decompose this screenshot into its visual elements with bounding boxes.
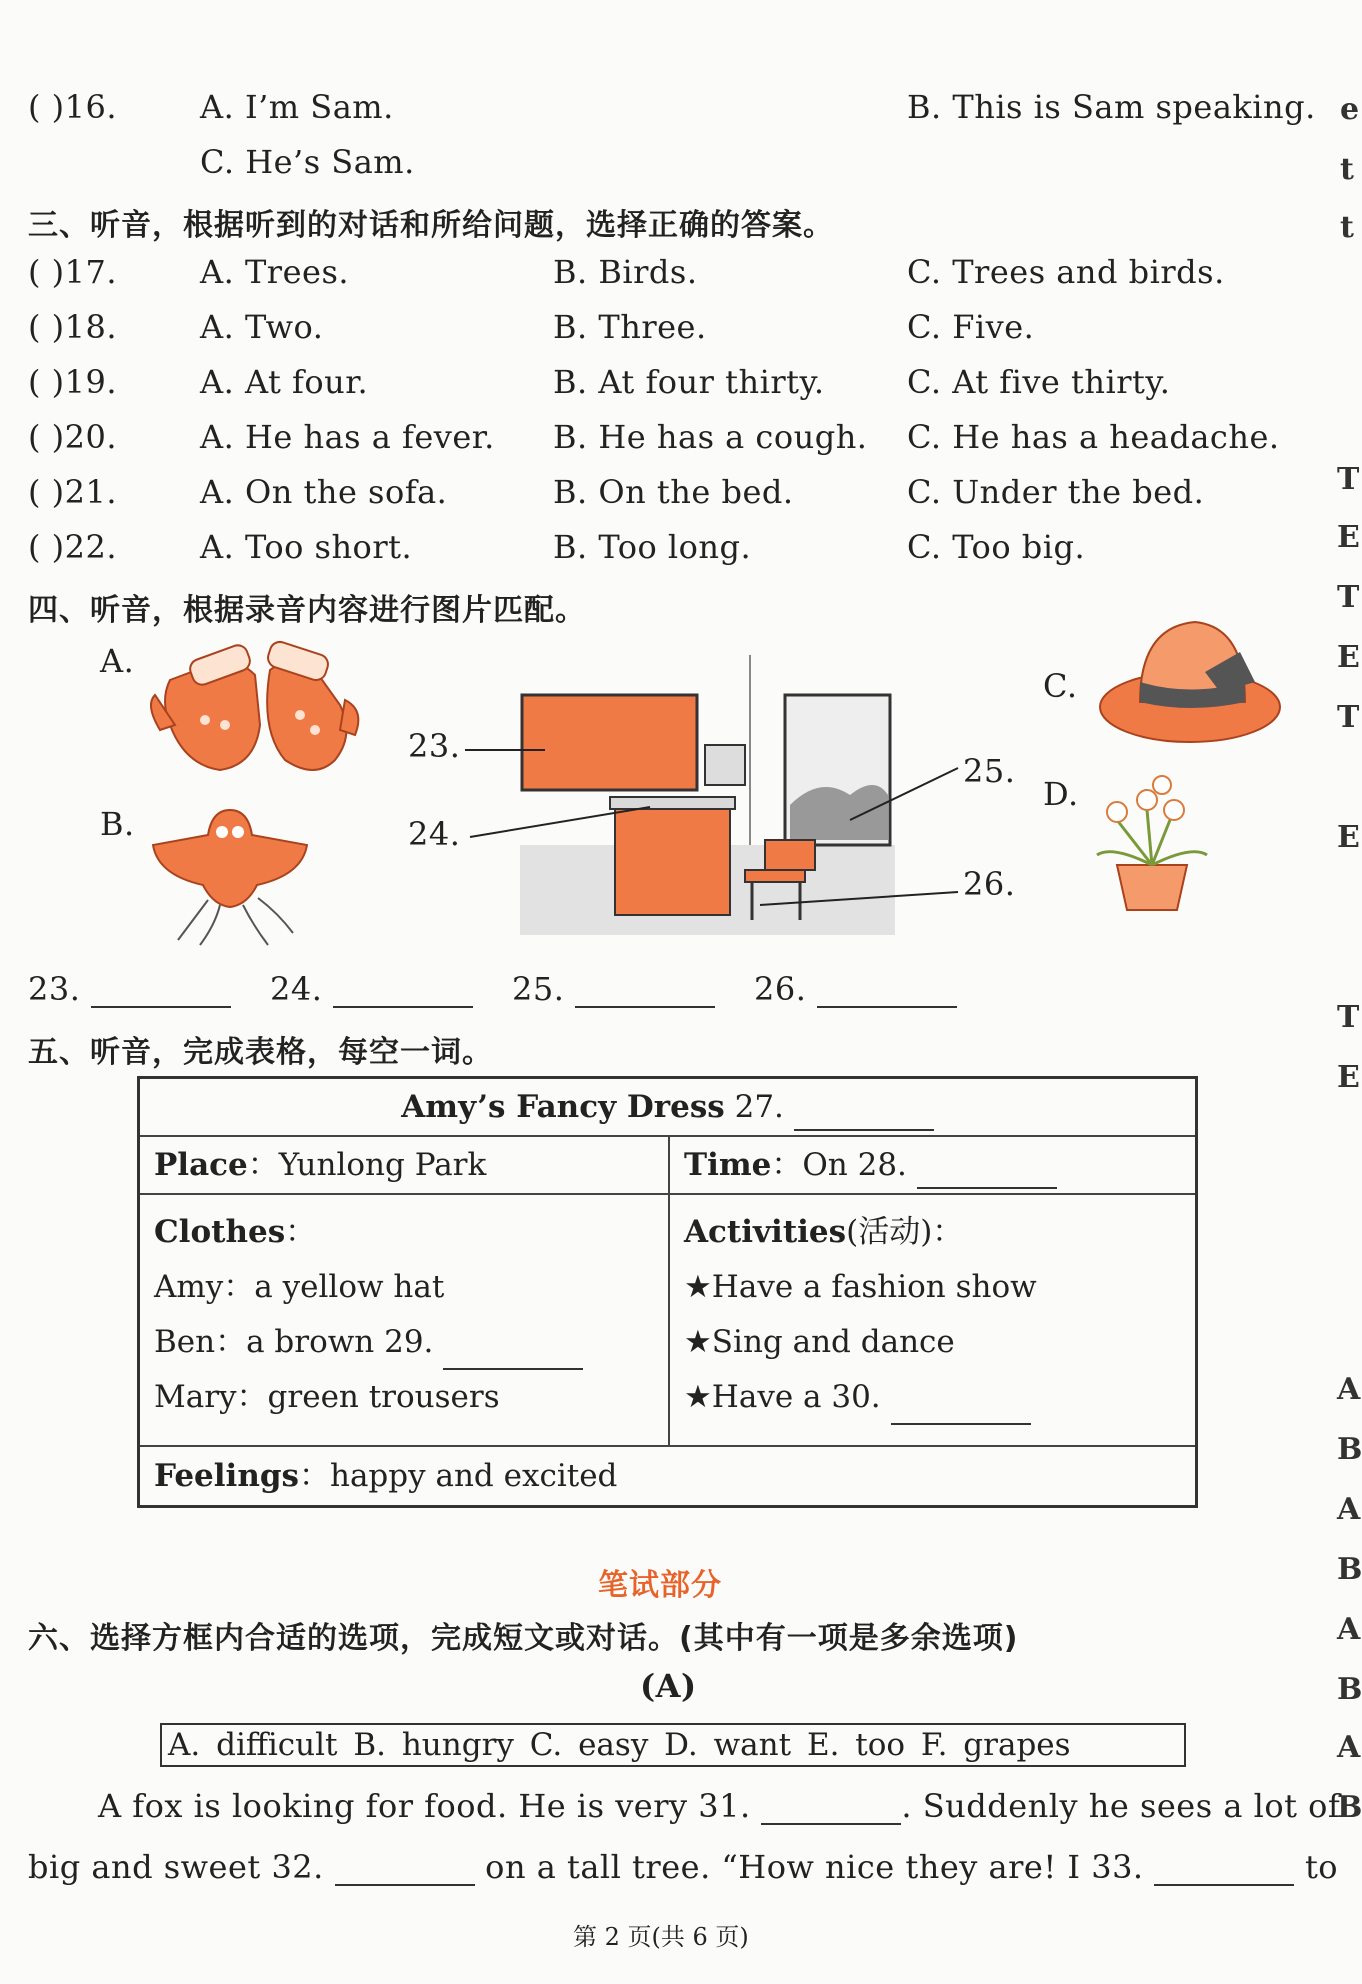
answer-24: 24. — [270, 970, 473, 1008]
label-26: 26. — [963, 865, 1016, 903]
q16-number: ( )16. — [28, 88, 118, 126]
clothes-amy: Amy：a yellow hat — [154, 1269, 445, 1305]
q22-option-b: B. Too long. — [553, 528, 752, 566]
label-b: B. — [100, 805, 135, 843]
star-icon: ★ — [684, 1269, 712, 1305]
q17-option-c: C. Trees and birds. — [907, 253, 1225, 291]
q19-number: ( )19. — [28, 363, 118, 401]
edge-letter: E — [1337, 520, 1360, 555]
time-cell: Time：On 28. — [669, 1136, 1197, 1194]
edge-letter: t — [1340, 152, 1354, 187]
page-footer: 第 2 页(共 6 页) — [573, 1923, 749, 1951]
fancy-dress-table — [137, 1076, 1198, 1508]
edge-letter: A — [1337, 1730, 1361, 1765]
section3-title: 三、听音，根据听到的对话和所给问题，选择正确的答案。 — [28, 208, 834, 243]
written-part-title: 笔试部分 — [598, 1568, 722, 1603]
blank-27[interactable] — [794, 1099, 934, 1131]
clothes-ben: Ben：a brown 29. — [154, 1315, 654, 1370]
q21-option-a: A. On the sofa. — [200, 473, 448, 511]
activity-1: ★Have a fashion show — [684, 1269, 1037, 1305]
q19-option-b: B. At four thirty. — [553, 363, 825, 401]
q18-option-c: C. Five. — [907, 308, 1035, 346]
answer-26: 26. — [754, 970, 957, 1008]
q22-option-a: A. Too short. — [200, 528, 413, 566]
answer-25-blank[interactable] — [575, 976, 715, 1008]
edge-letter: E — [1337, 1060, 1360, 1095]
activity-3: ★Have a 30. — [684, 1370, 1181, 1425]
star-icon: ★ — [684, 1324, 712, 1360]
q22-number: ( )22. — [28, 528, 118, 566]
blank-31[interactable] — [761, 1793, 901, 1825]
place-cell: Place：Yunlong Park — [139, 1136, 670, 1194]
star-icon: ★ — [684, 1379, 712, 1415]
blank-33[interactable] — [1154, 1854, 1294, 1886]
section5-title: 五、听音，完成表格，每空一词。 — [28, 1035, 493, 1070]
edge-letter: A — [1337, 1612, 1361, 1647]
q20-option-b: B. He has a cough. — [553, 418, 868, 456]
q19-option-a: A. At four. — [200, 363, 369, 401]
q16-option-c: C. He’s Sam. — [200, 143, 415, 181]
flower-pot-illustration — [1092, 770, 1212, 920]
blank-28[interactable] — [917, 1157, 1057, 1189]
q17-option-b: B. Birds. — [553, 253, 698, 291]
edge-letter: T — [1337, 580, 1360, 615]
q19-option-c: C. At five thirty. — [907, 363, 1171, 401]
edge-letter: A — [1337, 1372, 1361, 1407]
edge-letter: e — [1340, 92, 1360, 127]
table-heading: Amy’s Fancy Dress 27. — [139, 1078, 1197, 1137]
activity-2: ★Sing and dance — [684, 1324, 955, 1360]
label-25: 25. — [963, 752, 1016, 790]
pointer-lines — [460, 745, 970, 925]
edge-letter: E — [1337, 640, 1360, 675]
answer-25: 25. — [512, 970, 715, 1008]
q17-option-a: A. Trees. — [200, 253, 350, 291]
q21-option-b: B. On the bed. — [553, 473, 794, 511]
q20-option-a: A. He has a fever. — [200, 418, 495, 456]
edge-letter: B — [1337, 1672, 1362, 1707]
blank-29[interactable] — [443, 1338, 583, 1370]
q16-option-a: A. I’m Sam. — [200, 88, 394, 126]
q22-option-c: C. Too big. — [907, 528, 1086, 566]
passage-line1: A fox is looking for food. He is very 31. . Suddenly he sees a lot of — [98, 1787, 1341, 1825]
edge-letter: A — [1337, 1492, 1361, 1527]
section4-title: 四、听音，根据录音内容进行图片匹配。 — [28, 593, 586, 628]
section6-title: 六、选择方框内合适的选项，完成短文或对话。(其中有一项是多余选项) — [28, 1621, 1019, 1656]
q17-number: ( )17. — [28, 253, 118, 291]
edge-letter: B — [1337, 1552, 1362, 1587]
blank-32[interactable] — [335, 1854, 475, 1886]
q16-option-b: B. This is Sam speaking. — [907, 88, 1316, 126]
edge-letter: B — [1337, 1432, 1362, 1467]
activities-cell: Activities(活动)： ★Have a fashion show ★Sing and dance ★Have a 30. — [669, 1194, 1197, 1446]
answer-23-blank[interactable] — [91, 976, 231, 1008]
word-options-box: A. difficult B. hungry C. easy D. want E. too F. grapes — [160, 1723, 1186, 1767]
blank-30[interactable] — [891, 1393, 1031, 1425]
edge-letter: T — [1337, 700, 1360, 735]
edge-letter: B — [1337, 1790, 1362, 1825]
q18-option-b: B. Three. — [553, 308, 707, 346]
feelings-cell: Feelings：happy and excited — [139, 1446, 1197, 1507]
edge-letter: T — [1337, 1000, 1360, 1035]
section6-sub: (A) — [640, 1667, 697, 1705]
label-a: A. — [100, 642, 135, 680]
label-d: D. — [1043, 775, 1079, 813]
answer-26-blank[interactable] — [817, 976, 957, 1008]
label-c: C. — [1043, 667, 1078, 705]
mittens-illustration — [150, 640, 380, 780]
hat-illustration — [1095, 612, 1285, 747]
kite-illustration — [148, 800, 313, 950]
q21-number: ( )21. — [28, 473, 118, 511]
q21-option-c: C. Under the bed. — [907, 473, 1205, 511]
answer-23: 23. — [28, 970, 231, 1008]
q20-option-c: C. He has a headache. — [907, 418, 1280, 456]
edge-letter: t — [1340, 210, 1354, 245]
q18-number: ( )18. — [28, 308, 118, 346]
clothes-cell: Clothes： Amy：a yellow hat Ben：a brown 29. Mary：green trousers — [139, 1194, 670, 1446]
edge-letter: E — [1337, 820, 1360, 855]
clothes-mary: Mary：green trousers — [154, 1379, 500, 1415]
passage-line2: big and sweet 32. on a tall tree. “How nice they are! I 33. to — [28, 1848, 1339, 1886]
label-24: 24. — [408, 815, 461, 853]
q18-option-a: A. Two. — [200, 308, 324, 346]
answer-24-blank[interactable] — [333, 976, 473, 1008]
edge-letter: T — [1337, 462, 1360, 497]
q20-number: ( )20. — [28, 418, 118, 456]
label-23: 23. — [408, 727, 461, 765]
